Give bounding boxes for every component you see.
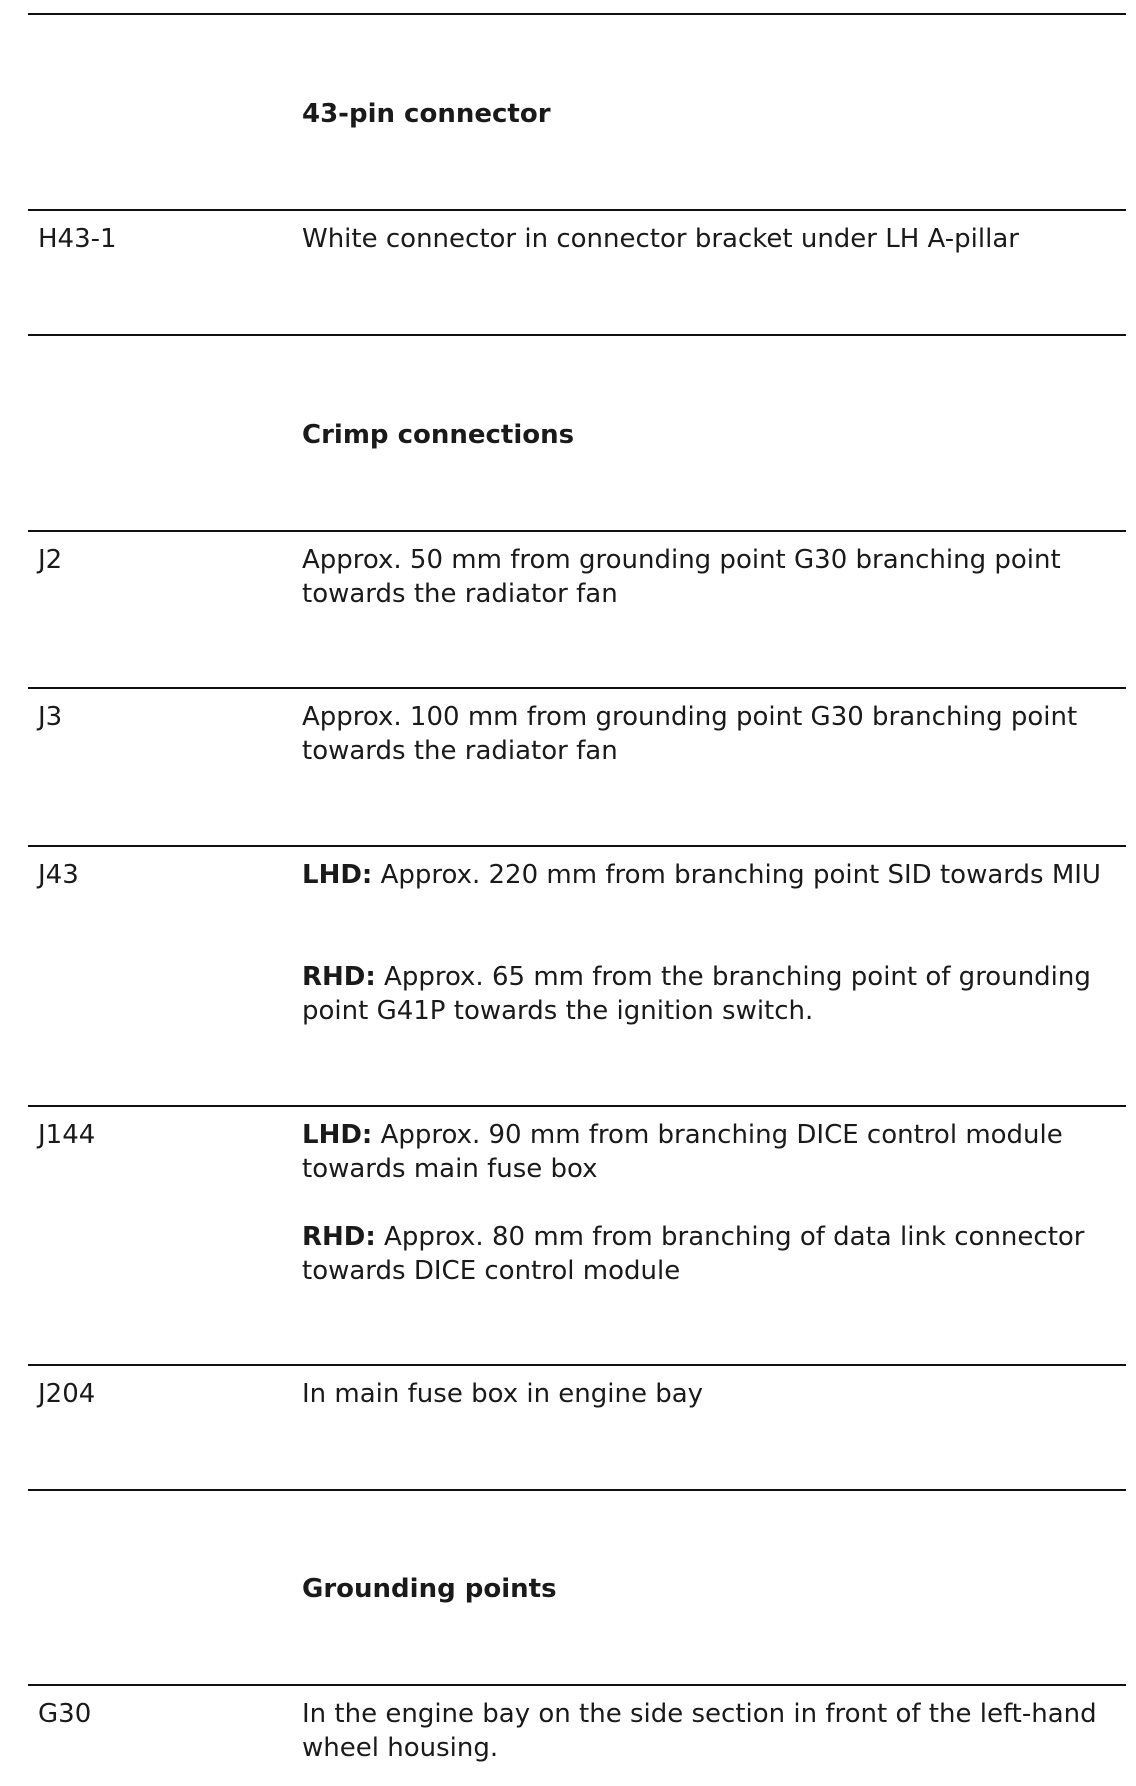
row-desc-j2: Approx. 50 mm from grounding point G30 branching point towards the radiator fan	[302, 545, 1061, 609]
table-rule	[28, 209, 1126, 211]
section-heading-crimp: Crimp connections	[302, 420, 575, 450]
row-code-h43-1: H43-1	[38, 224, 117, 254]
table-rule	[28, 1489, 1126, 1491]
table-rule-top	[28, 13, 1126, 15]
row-desc-h43-1: White connector in connector bracket under LH A-pillar	[302, 224, 1019, 254]
row-code-j43: J43	[38, 860, 79, 890]
table-rule	[28, 1105, 1126, 1107]
table-rule	[28, 1684, 1126, 1686]
section-heading-connector: 43-pin connector	[302, 99, 551, 129]
table-rule	[28, 1364, 1126, 1366]
table-rule	[28, 334, 1126, 336]
rhd-text: Approx. 80 mm from branching of data link connector towards DICE control module	[302, 1222, 1085, 1286]
row-code-j144: J144	[38, 1120, 96, 1150]
lhd-text: Approx. 220 mm from branching point SID towards MIU	[372, 860, 1101, 890]
row-desc-j204: In main fuse box in engine bay	[302, 1379, 704, 1409]
row-desc-j43-rhd	[302, 960, 1112, 1028]
rhd-text: Approx. 65 mm from the branching point of grounding point G41P towards the ignition switch.	[302, 962, 1091, 1026]
lhd-text: Approx. 90 mm from branching DICE control module towards main fuse box	[302, 1120, 1063, 1184]
rhd-tag: RHD:	[302, 962, 376, 992]
row-code-j3: J3	[38, 702, 63, 732]
row-code-j204: J204	[38, 1379, 96, 1409]
table-rule	[28, 687, 1126, 689]
row-desc-j144-lhd	[302, 1118, 1112, 1186]
row-desc-j144-rhd	[302, 1220, 1112, 1288]
table-rule	[28, 530, 1126, 532]
rhd-tag: RHD:	[302, 1222, 376, 1252]
lhd-tag: LHD:	[302, 860, 373, 890]
row-code-g30: G30	[38, 1699, 92, 1729]
section-heading-grounding: Grounding points	[302, 1574, 557, 1604]
row-desc-j3: Approx. 100 mm from grounding point G30 branching point towards the radiator fan	[302, 702, 1078, 766]
row-desc-g30: In the engine bay on the side section in front of the left-hand wheel housing.	[302, 1699, 1097, 1763]
table-rule	[28, 845, 1126, 847]
lhd-tag: LHD:	[302, 1120, 373, 1150]
row-desc-j43-lhd	[302, 858, 1112, 892]
row-code-j2: J2	[38, 545, 63, 575]
